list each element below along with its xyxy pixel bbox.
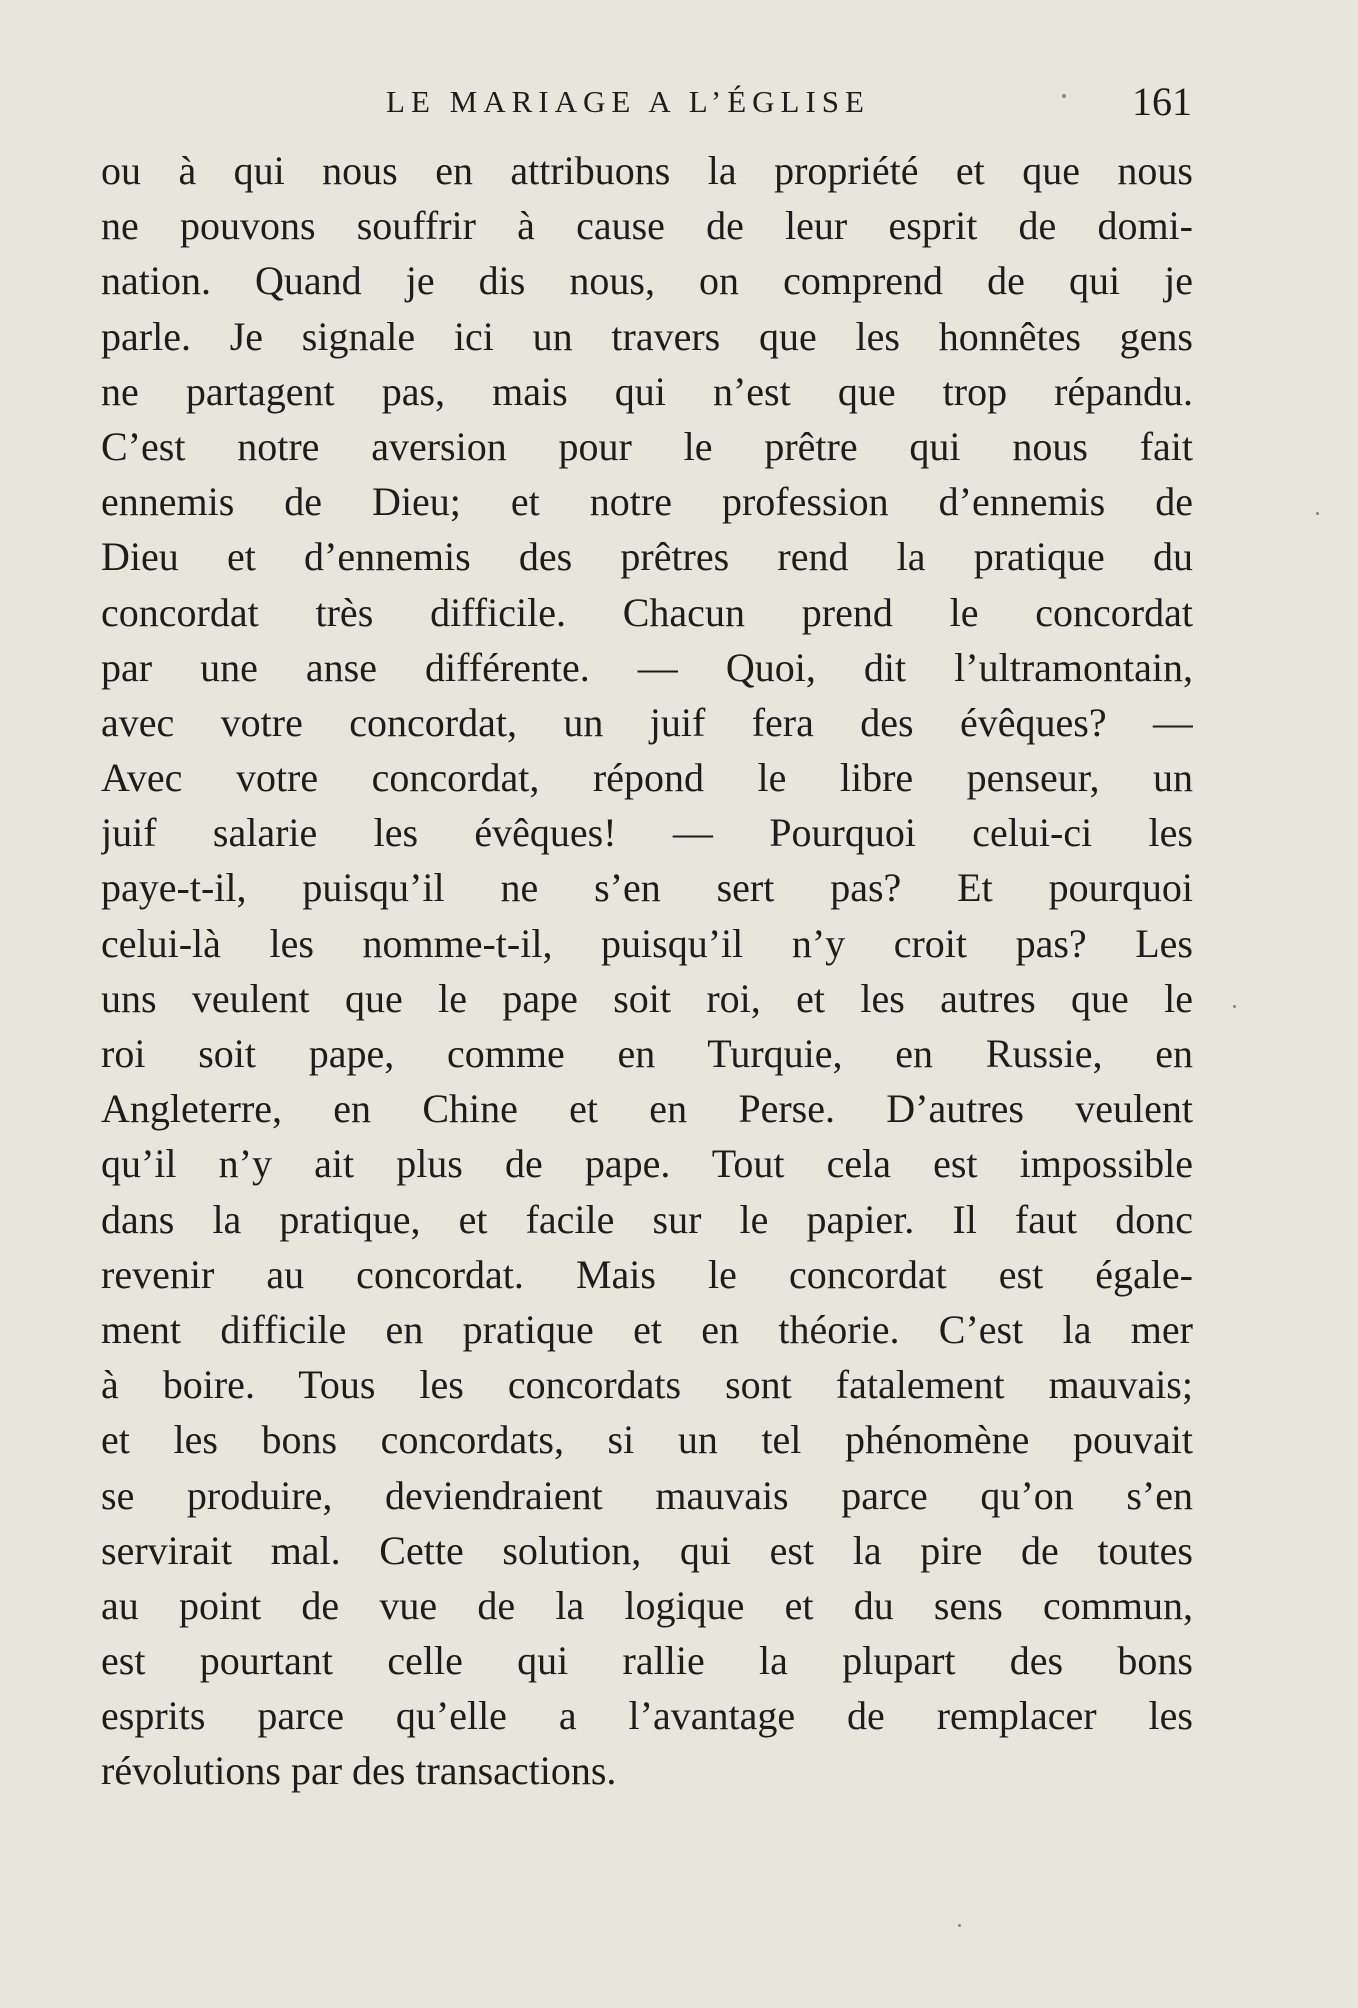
text-line: au point de vue de la logique et du sens commun,	[101, 1582, 1193, 1628]
text-line: celui-là les nomme-t-il, puisqu’il n’y croit pas? Les	[101, 920, 1193, 966]
text-line: ennemis de Dieu; et notre profession d’ennemis de	[101, 479, 1193, 525]
text-line: ou à qui nous en attribuons la propriété et que nous	[101, 148, 1193, 193]
text-line: concordat très difficile. Chacun prend le concordat	[101, 589, 1193, 635]
text-line: qu’il n’y ait plus de pape. Tout cela est impossible	[101, 1141, 1193, 1187]
text-line: Dieu et d’ennemis des prêtres rend la pratique du	[101, 534, 1193, 580]
running-head	[100, 78, 1192, 128]
text-line: à boire. Tous les concordats sont fatalement mauvais;	[101, 1362, 1193, 1408]
text-line: ne pouvons souffrir à cause de leur esprit de domi-	[101, 203, 1193, 249]
text-line: uns veulent que le pape soit roi, et les autres que le	[101, 975, 1193, 1021]
paper-speck	[1316, 512, 1319, 515]
text-line: servirait mal. Cette solution, qui est la pire de toutes	[101, 1527, 1193, 1573]
text-line: dans la pratique, et facile sur le papier. Il faut donc	[101, 1196, 1193, 1242]
page-number: 161	[1132, 79, 1192, 124]
paper-speck	[958, 1924, 961, 1927]
text-line: par une anse différente. — Quoi, dit l’ultramontain,	[101, 644, 1193, 690]
text-line: revenir au concordat. Mais le concordat est égale-	[101, 1251, 1193, 1297]
body-text	[101, 143, 1193, 1799]
paper-speck	[1233, 1005, 1236, 1008]
text-line: esprits parce qu’elle a l’avantage de remplacer les	[101, 1693, 1193, 1739]
text-line: Angleterre, en Chine et en Perse. D’autres veulent	[101, 1086, 1193, 1132]
paper-speck	[1062, 94, 1066, 98]
text-line: est pourtant celle qui rallie la plupart des bons	[101, 1638, 1193, 1684]
text-line: roi soit pape, comme en Turquie, en Russie, en	[101, 1031, 1193, 1076]
text-line: révolutions par des transactions.	[101, 1748, 617, 1794]
text-line: avec votre concordat, un juif fera des évêques? —	[101, 699, 1193, 745]
running-title: LE MARIAGE A L’ÉGLISE	[386, 84, 870, 119]
text-line: ment difficile en pratique et en théorie. C’est la mer	[101, 1306, 1193, 1352]
text-line: parle. Je signale ici un travers que les honnêtes gens	[101, 313, 1193, 359]
text-line: paye-t-il, puisqu’il ne s’en sert pas? Et pourquoi	[101, 865, 1193, 911]
text-line: juif salarie les évêques! — Pourquoi celui-ci les	[101, 810, 1193, 856]
text-line: ne partagent pas, mais qui n’est que trop répandu.	[101, 368, 1193, 414]
text-line: se produire, deviendraient mauvais parce qu’on s’en	[101, 1472, 1193, 1518]
text-line: et les bons concordats, si un tel phénomène pouvait	[101, 1417, 1193, 1463]
text-line: C’est notre aversion pour le prêtre qui nous fait	[101, 423, 1193, 469]
text-line: nation. Quand je dis nous, on comprend de qui je	[101, 258, 1193, 304]
text-line: Avec votre concordat, répond le libre penseur, un	[101, 755, 1193, 801]
